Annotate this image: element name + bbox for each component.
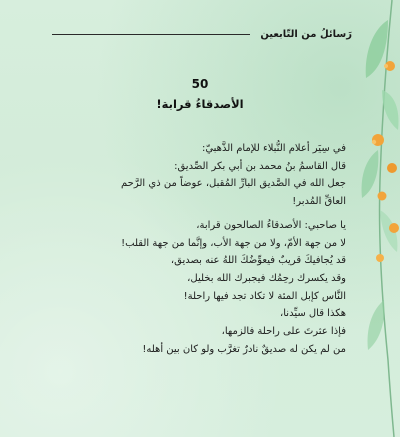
book-title: رَسائلُ من التّابعين — [260, 28, 352, 40]
text-line: العاقِّ المُدبر! — [292, 196, 346, 208]
decorative-branch-icon — [352, 0, 400, 437]
text-line: قال القاسمُ بنُ محمد بن أبي بكر الصِّديق: — [174, 160, 346, 172]
chapter-number: 50 — [191, 77, 209, 91]
running-header — [52, 25, 352, 43]
text-line: هكذا قال سيِّدنا، — [280, 308, 346, 320]
text-line: لا من جهة الأمّ، ولا من جهة الأب، وإنَّما من جهة القلب! — [121, 237, 346, 249]
text-line: من لم يكن له صديقٌ نادرٌ تغرَّب ولو كان بين أهله! — [142, 343, 346, 355]
chapter-body — [18, 140, 346, 358]
chapter-title: الأصدقاءُ قرابة! — [156, 97, 244, 111]
text-line: فإذا عثرتَ على راحلة فالزمها، — [221, 326, 346, 338]
header-rule — [52, 34, 250, 35]
text-line: في سِيَر أعلام النُّبلاء للإمام الذَّهبيّ: — [201, 143, 346, 154]
text-line: النَّاس كإبل المئة لا تكاد تجد فيها راحلة! — [183, 290, 346, 302]
text-line: جعل الله في الصَّديق البارِّ المُقبل، عوضاً من ذي الرَّحم — [121, 178, 346, 190]
text-line: يا صاحبي: الأصدقاءُ الصالحون قرابة، — [196, 219, 346, 231]
text-line: قد يُجافيكَ قريبٌ فيعوِّضُكَ اللهُ عنه بصديق، — [170, 255, 346, 267]
text-line: وقد يكسرك رحِمُك فيجبرك الله بخليل، — [187, 272, 346, 284]
